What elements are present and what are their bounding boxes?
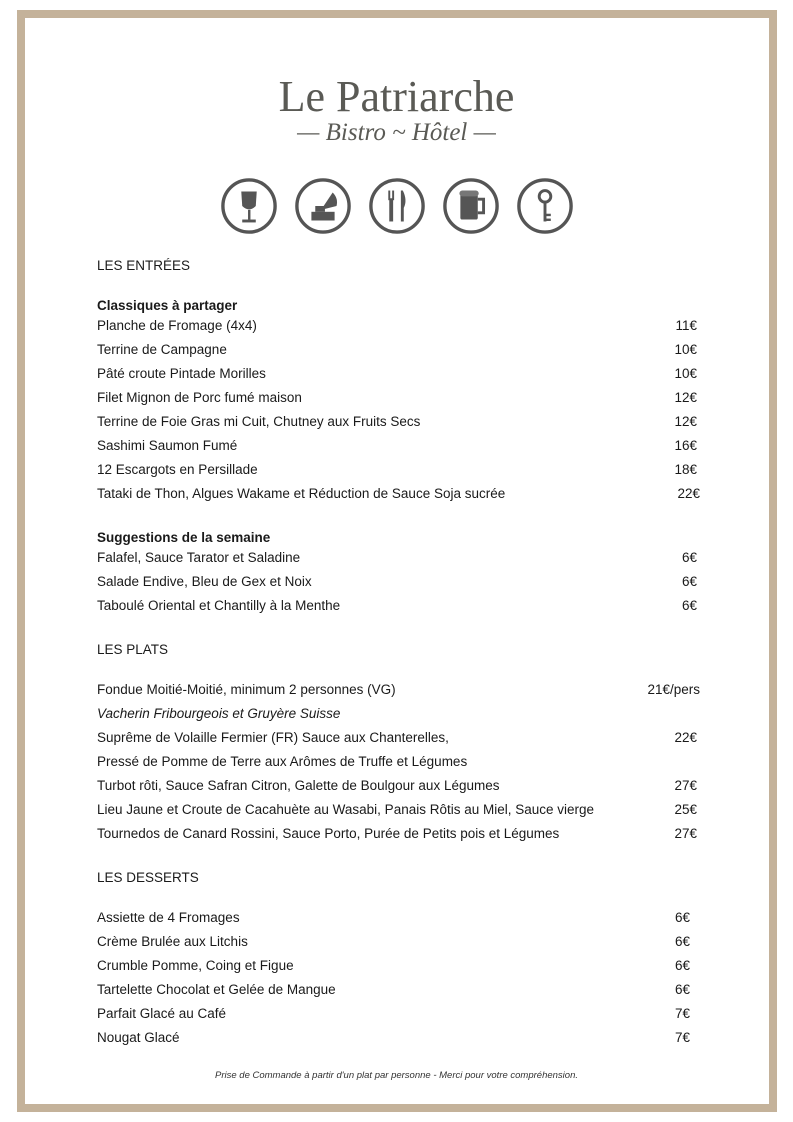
menu-item-price: 22€ <box>677 486 700 501</box>
menu-item-name: Planche de Fromage (4x4) <box>97 318 257 333</box>
menu-item-price: 6€ <box>681 598 697 613</box>
brand-subtitle: — Bistro ~ Hôtel — <box>297 119 496 146</box>
menu-item-name: Crème Brulée aux Litchis <box>97 934 248 949</box>
menu-item-name: Crumble Pomme, Coing et Figue <box>97 958 294 973</box>
menu-item-name: Filet Mignon de Porc fumé maison <box>97 390 302 405</box>
menu-item-price: 21€/pers <box>647 682 700 697</box>
menu-item-price: 10€ <box>674 342 697 357</box>
menu-item-name: Tournedos de Canard Rossini, Sauce Porto, Purée de Petits pois et Légumes <box>97 826 560 841</box>
menu-item-name: Falafel, Sauce Tarator et Saladine <box>97 550 301 565</box>
menu-item-name: Suprême de Volaille Fermier (FR) Sauce aux Chanterelles, <box>97 730 449 745</box>
menu-item-description: Vacherin Fribourgeois et Gruyère Suisse <box>97 706 341 721</box>
menu-item-price: 11€ <box>675 318 697 333</box>
menu-item-price: 6€ <box>681 550 697 565</box>
menu-item-price: 6€ <box>674 934 690 949</box>
section-heading-plats: LES PLATS <box>97 642 169 657</box>
brand-name: Le Patriarche <box>278 72 515 121</box>
section-heading-entrees: LES ENTRÉES <box>97 258 191 273</box>
menu-item-price: 16€ <box>674 438 697 453</box>
gramophone-icon <box>294 177 352 235</box>
key-icon <box>516 177 574 235</box>
section-heading-desserts: LES DESSERTS <box>97 870 199 885</box>
cutlery-icon <box>368 177 426 235</box>
menu-item-name: Nougat Glacé <box>97 1030 180 1045</box>
menu-item-price: 6€ <box>674 958 690 973</box>
menu-item-price: 6€ <box>681 574 697 589</box>
menu-item-name: Terrine de Foie Gras mi Cuit, Chutney aux Fruits Secs <box>97 414 421 429</box>
menu-item-name: 12 Escargots en Persillade <box>97 462 258 477</box>
menu-item-name: Assiette de 4 Fromages <box>97 910 240 925</box>
footer-note: Prise de Commande à partir d'un plat par personne - Merci pour votre compréhension. <box>215 1070 578 1081</box>
menu-item-price: 7€ <box>674 1030 690 1045</box>
menu-item-price: 6€ <box>674 910 690 925</box>
menu-item-price: 27€ <box>674 826 697 841</box>
menu-item-name: Taboulé Oriental et Chantilly à la Menthe <box>97 598 341 613</box>
subheading-classiques: Classiques à partager <box>97 298 238 313</box>
menu-item-price: 12€ <box>674 390 697 405</box>
menu-item-description: Pressé de Pomme de Terre aux Arômes de Truffe et Légumes <box>97 754 468 769</box>
menu-item-price: 27€ <box>674 778 697 793</box>
menu-item-name: Lieu Jaune et Croute de Cacahuète au Wasabi, Panais Rôtis au Miel, Sauce vierge <box>97 802 595 817</box>
menu-item-price: 22€ <box>674 730 697 745</box>
menu-item-name: Pâté croute Pintade Morilles <box>97 366 266 381</box>
wine-glass-icon <box>220 177 278 235</box>
menu-item-name: Fondue Moitié-Moitié, minimum 2 personnes (VG) <box>97 682 396 697</box>
menu-item-name: Tartelette Chocolat et Gelée de Mangue <box>97 982 336 997</box>
menu-item-price: 6€ <box>674 982 690 997</box>
beer-mug-icon <box>442 177 500 235</box>
menu-item-name: Terrine de Campagne <box>97 342 227 357</box>
menu-item-name: Parfait Glacé au Café <box>97 1006 227 1021</box>
menu-item-price: 10€ <box>674 366 697 381</box>
menu-item-price: 18€ <box>674 462 697 477</box>
menu-item-price: 12€ <box>674 414 697 429</box>
menu-item-name: Sashimi Saumon Fumé <box>97 438 238 453</box>
subheading-suggestions: Suggestions de la semaine <box>97 530 271 545</box>
menu-item-price: 25€ <box>674 802 697 817</box>
icon-row <box>220 177 575 239</box>
menu-item-name: Salade Endive, Bleu de Gex et Noix <box>97 574 312 589</box>
menu-item-name: Turbot rôti, Sauce Safran Citron, Galette de Boulgour aux Légumes <box>97 778 500 793</box>
menu-item-price: 7€ <box>674 1006 690 1021</box>
menu-item-name: Tataki de Thon, Algues Wakame et Réduction de Sauce Soja sucrée <box>97 486 506 501</box>
